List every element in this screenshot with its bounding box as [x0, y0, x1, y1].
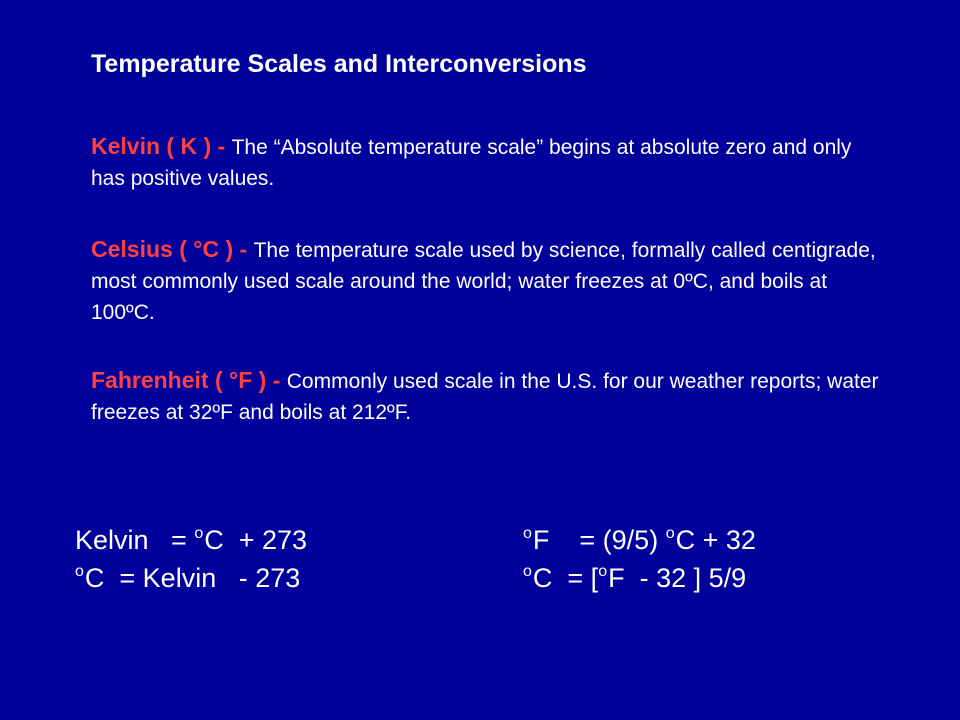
degree-superscript: o: [194, 525, 204, 542]
term-fahrenheit: Fahrenheit ( °F ): [91, 367, 267, 393]
term-celsius: Celsius ( °C ): [91, 236, 234, 262]
equation-celsius-from-fahrenheit: [523, 560, 746, 601]
equation-mid: F = (9/5): [532, 525, 666, 555]
definition-text: Commonly used scale in the U.S. for our weather reports; water freezes at 32ºF and boils at 212ºF.: [91, 370, 879, 424]
equation-kelvin-from-celsius: [75, 522, 307, 563]
definition-kelvin: [91, 131, 891, 194]
term-kelvin: Kelvin ( K ): [91, 133, 212, 159]
equation-rhs: C + 273: [204, 525, 308, 555]
degree-superscript: o: [523, 563, 532, 580]
definition-fahrenheit: [91, 365, 891, 428]
equation-rhs: F - 32 ] 5/9: [608, 563, 747, 593]
term-separator: -: [266, 367, 287, 393]
equation-fahrenheit-from-celsius: [523, 522, 756, 563]
equation-rhs: C + 32: [675, 525, 756, 555]
definition-text: The temperature scale used by science, formally called centigrade, most commonly used scale around the world; water freezes at 0ºC, and boils at 100ºC.: [91, 239, 876, 324]
slide-title: Temperature Scales and Interconversions: [91, 50, 587, 78]
degree-superscript: o: [523, 525, 532, 542]
degree-superscript: o: [665, 525, 675, 542]
equation-mid: C = [: [532, 563, 599, 593]
equation-rhs: C = Kelvin - 273: [84, 563, 301, 593]
equation-celsius-from-kelvin: [75, 560, 300, 601]
definition-text: The “Absolute temperature scale” begins at absolute zero and only has positive values.: [91, 136, 852, 190]
definition-celsius: [91, 234, 891, 328]
degree-superscript: o: [598, 563, 608, 580]
degree-superscript: o: [75, 563, 84, 580]
equation-lhs: Kelvin =: [75, 525, 195, 555]
term-separator: -: [233, 236, 254, 262]
term-separator: -: [211, 133, 232, 159]
